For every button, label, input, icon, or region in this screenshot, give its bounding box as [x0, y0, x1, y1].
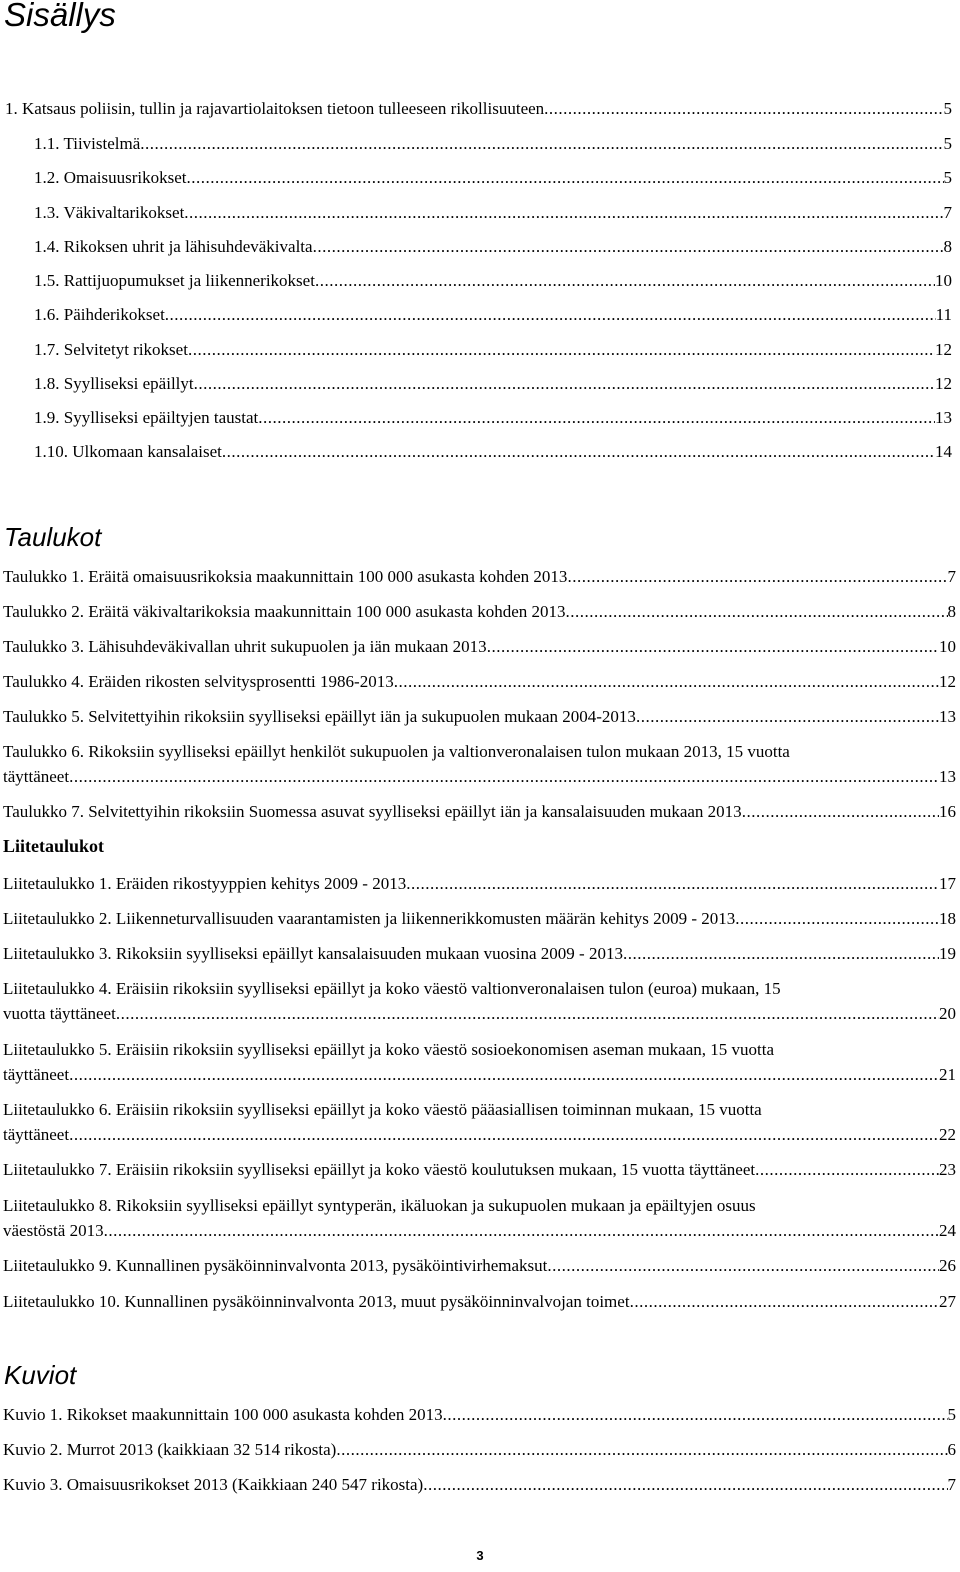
appendix-entry-line1[interactable]: Liitetaulukko 4. Eräisiin rikoksiin syylliseksi epäillyt ja koko väestö valtionveronalaisen tulon (euroa) mukaan, 15: [3, 979, 781, 998]
leader-dots: [623, 942, 939, 966]
table-entry[interactable]: [3, 635, 956, 659]
appendix-entry-page: 20: [939, 1004, 956, 1023]
toc-entry-label: 1.5. Rattijuopumukset ja liikennerikokset: [34, 271, 315, 290]
toc-entry-label: 1.8. Syylliseksi epäillyt: [34, 374, 194, 393]
table-entry-line1[interactable]: Taulukko 6. Rikoksiin syylliseksi epäillyt henkilöt sukupuolen ja valtionveronalaisen tulon mukaan 2013, 15 vuotta: [3, 742, 790, 761]
toc-entry-label: 1.9. Syylliseksi epäiltyjen taustat: [34, 408, 259, 427]
leader-dots: [423, 1473, 947, 1497]
appendix-entry-label: Liitetaulukko 3. Rikoksiin syylliseksi epäillyt kansalaisuuden mukaan vuosina 2009 - 2013: [3, 944, 623, 963]
leader-dots: [547, 1254, 939, 1278]
appendix-entry-page: 26: [939, 1256, 956, 1275]
appendix-entry-label: väestöstä 2013: [3, 1221, 104, 1240]
leader-dots: [69, 1123, 939, 1147]
appendix-entry-line1[interactable]: Liitetaulukko 5. Eräisiin rikoksiin syylliseksi epäillyt ja koko väestö sosioekonomisen aseman mukaan, 15 vuotta: [3, 1040, 775, 1059]
appendix-entry-page: 24: [939, 1221, 956, 1240]
table-entry-label: täyttäneet: [3, 767, 70, 786]
appendix-entry-line1[interactable]: Liitetaulukko 6. Eräisiin rikoksiin syylliseksi epäillyt ja koko väestö pääasiallisen toiminnan mukaan, 15 vuotta: [3, 1100, 762, 1119]
appendix-entry-page: 17: [939, 874, 956, 893]
leader-dots: [336, 1438, 947, 1462]
appendix-entry-page: 22: [939, 1125, 956, 1144]
toc-entry[interactable]: [34, 132, 952, 156]
appendix-entry-label: Liitetaulukko 9. Kunnallinen pysäköinninvalvonta 2013, pysäköintivirhemaksut: [3, 1256, 548, 1275]
toc-entry[interactable]: [34, 372, 952, 396]
section-heading-taulukot: Taulukot: [4, 522, 102, 552]
toc-entry[interactable]: [34, 406, 952, 430]
leader-dots: [443, 1403, 948, 1427]
leader-dots: [394, 670, 939, 694]
table-entry-label: Taulukko 5. Selvitettyihin rikoksiin syylliseksi epäillyt iän ja sukupuolen mukaan 2004-2013: [3, 707, 636, 726]
toc-entry-page: 5: [943, 99, 952, 118]
toc-entry-page: 5: [943, 168, 952, 187]
table-entry-page: 16: [939, 802, 956, 821]
toc-entry-label: 1.3. Väkivaltarikokset: [34, 203, 185, 222]
figure-entry[interactable]: [3, 1403, 956, 1427]
appendix-entry-label: Liitetaulukko 2. Liikenneturvallisuuden vaarantamisten ja liikennerikkomusten määrän kehitys 2009 - 2013: [3, 909, 736, 928]
leader-dots: [544, 97, 943, 121]
figure-entry-label: Kuvio 3. Omaisuusrikokset 2013 (Kaikkiaan 240 547 rikosta): [3, 1475, 424, 1494]
toc-entry-label: 1.7. Selvitetyt rikokset: [34, 340, 188, 359]
appendix-entry-line1[interactable]: Liitetaulukko 8. Rikoksiin syylliseksi epäillyt syntyperän, ikäluokan ja sukupuolen mukaan ja epäiltyjen osuus: [3, 1196, 756, 1215]
toc-entry-page: 7: [943, 203, 952, 222]
table-entry-label: Taulukko 1. Eräitä omaisuusrikoksia maakunnittain 100 000 asukasta kohden 2013: [3, 567, 568, 586]
toc-entry[interactable]: [34, 166, 952, 190]
toc-entry-label: 1.1. Tiivistelmä: [34, 134, 141, 153]
leader-dots: [630, 1290, 939, 1314]
toc-entry[interactable]: [34, 201, 952, 225]
page-title: Sisällys: [4, 0, 116, 33]
appendix-entry-label: täyttäneet: [3, 1125, 70, 1144]
appendix-entry[interactable]: [3, 872, 956, 896]
appendix-entry-label: Liitetaulukko 1. Eräiden rikostyyppien kehitys 2009 - 2013: [3, 874, 407, 893]
toc-entry-page: 13: [935, 408, 952, 427]
appendix-entry[interactable]: [3, 1290, 956, 1314]
table-entry-label: Taulukko 2. Eräitä väkivaltarikoksia maakunnittain 100 000 asukasta kohden 2013: [3, 602, 566, 621]
table-entry-label: Taulukko 4. Eräiden rikosten selvitysprosentti 1986-2013: [3, 672, 394, 691]
toc-entry-label: 1.2. Omaisuusrikokset: [34, 168, 187, 187]
leader-dots: [406, 872, 939, 896]
appendix-entry[interactable]: [3, 1123, 956, 1147]
section-heading-liitetaulukot: Liitetaulukot: [3, 836, 105, 856]
table-entry-page: 10: [939, 637, 956, 656]
toc-entry-label: 1.6. Päihderikokset: [34, 305, 165, 324]
leader-dots: [755, 1158, 939, 1182]
leader-dots: [69, 1063, 939, 1087]
leader-dots: [222, 440, 935, 464]
leader-dots: [194, 372, 935, 396]
toc-entry-page: 5: [943, 134, 952, 153]
figure-entry-label: Kuvio 1. Rikokset maakunnittain 100 000 asukasta kohden 2013: [3, 1405, 443, 1424]
leader-dots: [184, 201, 943, 225]
leader-dots: [566, 600, 948, 624]
leader-dots: [140, 132, 943, 156]
toc-entry[interactable]: [34, 235, 952, 259]
toc-entry[interactable]: [5, 97, 952, 121]
leader-dots: [258, 406, 935, 430]
toc-entry-page: 10: [935, 271, 952, 290]
figure-entry[interactable]: [3, 1473, 956, 1497]
appendix-entry[interactable]: [3, 942, 956, 966]
table-entry-label: Taulukko 7. Selvitettyihin rikoksiin Suomessa asuvat syylliseksi epäillyt iän ja kansalaisuuden mukaan 2013: [3, 802, 742, 821]
table-entry-page: 13: [939, 707, 956, 726]
leader-dots: [116, 1002, 939, 1026]
table-entry[interactable]: [3, 565, 956, 589]
table-entry-page: 12: [939, 672, 956, 691]
table-entry-page: 13: [939, 767, 956, 786]
leader-dots: [187, 166, 944, 190]
page-number: 3: [476, 1548, 484, 1563]
toc-entry-page: 12: [935, 374, 952, 393]
leader-dots: [165, 303, 936, 327]
toc-entry[interactable]: [34, 440, 952, 464]
toc-entry-label: 1.4. Rikoksen uhrit ja lähisuhdeväkivalta: [34, 237, 313, 256]
table-entry[interactable]: [3, 800, 956, 824]
toc-entry-label: 1. Katsaus poliisin, tullin ja rajavartiolaitoksen tietoon tulleeseen rikollisuuteen: [5, 99, 545, 118]
appendix-entry-label: Liitetaulukko 7. Eräisiin rikoksiin syylliseksi epäillyt ja koko väestö koulutuksen mukaan, 15 vuotta täyttäneet: [3, 1160, 756, 1179]
leader-dots: [313, 235, 944, 259]
appendix-entry-label: Liitetaulukko 10. Kunnallinen pysäköinninvalvonta 2013, muut pysäköinninvalvojan toimet: [3, 1292, 630, 1311]
appendix-entry-page: 21: [939, 1065, 956, 1084]
figure-entry-page: 7: [947, 1475, 956, 1494]
table-entry[interactable]: [3, 670, 956, 694]
leader-dots: [315, 269, 935, 293]
table-entry-label: Taulukko 3. Lähisuhdeväkivallan uhrit sukupuolen ja iän mukaan 2013: [3, 637, 487, 656]
toc-entry-page: 12: [935, 340, 952, 359]
appendix-entry[interactable]: [3, 1158, 956, 1182]
appendix-entry[interactable]: [3, 1002, 956, 1026]
toc-entry-page: 8: [943, 237, 952, 256]
appendix-entry[interactable]: [3, 907, 956, 931]
table-entry-page: 7: [947, 567, 956, 586]
leader-dots: [735, 907, 939, 931]
leader-dots: [567, 565, 947, 589]
toc-entry[interactable]: [34, 303, 952, 327]
leader-dots: [104, 1219, 939, 1243]
leader-dots: [636, 705, 939, 729]
figure-entry-page: 5: [947, 1405, 956, 1424]
toc-entry-label: 1.10. Ulkomaan kansalaiset: [34, 442, 222, 461]
toc-entry-page: 11: [935, 305, 952, 324]
table-entry[interactable]: [3, 705, 956, 729]
table-entry[interactable]: [3, 600, 956, 624]
toc-entry[interactable]: [34, 269, 952, 293]
leader-dots: [69, 765, 939, 789]
figure-entry-page: 6: [947, 1440, 956, 1459]
table-entry-page: 8: [947, 602, 956, 621]
appendix-entry-label: täyttäneet: [3, 1065, 70, 1084]
figure-entry[interactable]: [3, 1438, 956, 1462]
toc-entry-page: 14: [935, 442, 952, 461]
appendix-entry-page: 23: [939, 1160, 956, 1179]
leader-dots: [487, 635, 939, 659]
table-entry[interactable]: [3, 765, 956, 789]
leader-dots: [188, 338, 935, 362]
appendix-entry[interactable]: [3, 1254, 956, 1278]
appendix-entry-label: vuotta täyttäneet: [3, 1004, 116, 1023]
toc-entry[interactable]: [34, 338, 952, 362]
leader-dots: [742, 800, 939, 824]
appendix-entry[interactable]: [3, 1219, 956, 1243]
appendix-entry-page: 19: [939, 944, 956, 963]
figure-entry-label: Kuvio 2. Murrot 2013 (kaikkiaan 32 514 rikosta): [3, 1440, 337, 1459]
appendix-entry-page: 27: [939, 1292, 956, 1311]
appendix-entry-page: 18: [939, 909, 956, 928]
appendix-entry[interactable]: [3, 1063, 956, 1087]
section-heading-kuviot: Kuviot: [4, 1360, 77, 1390]
